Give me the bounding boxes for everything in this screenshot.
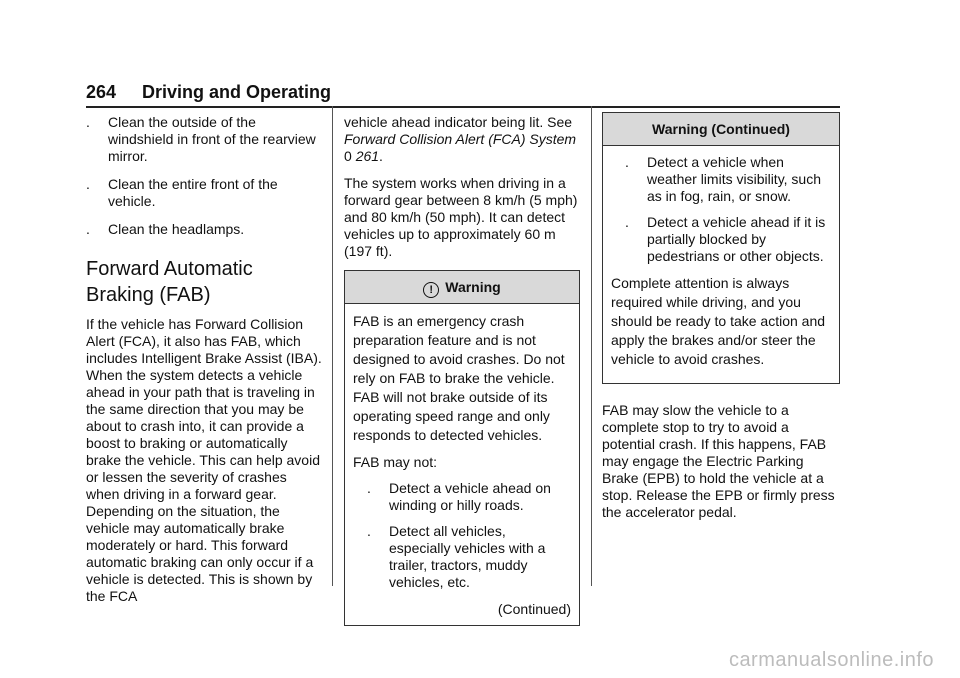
section-heading: Forward Automatic Braking (FAB) <box>86 258 253 306</box>
list-item: . Clean the entire front of the vehicle. <box>86 176 278 209</box>
column-2 <box>344 114 580 638</box>
cross-reference-page[interactable]: 261 <box>355 148 380 164</box>
warning-body: FAB is an emergency crash preparation feature and is not designed to avoid crashes. Do not rely on FAB to brake the vehicle. FAB will not brake outside of its operating speed range and only responds to detected vehicles. FAB may not: . Detect a vehicle ahead on winding or hilly roads. . Detect all vehicles, especially vehicles with a trailer, tractors, muddy vehicles, etc. (Continued) <box>353 313 571 617</box>
list-item: . Detect all vehicles, especially vehicles with a trailer, tractors, muddy vehicles, etc. <box>367 523 546 590</box>
bullet-icon: . <box>625 154 629 170</box>
list-item: . Detect a vehicle ahead if it is partially blocked by pedestrians or other objects. <box>625 214 826 264</box>
section-title: Driving and Operating <box>142 82 332 102</box>
list-item: . Clean the headlamps. <box>86 221 245 237</box>
watermark: carmanualsonline.info <box>728 649 934 671</box>
warning-header: Warning (Continued) <box>603 113 839 146</box>
page-ref-icon: 0 <box>344 148 352 164</box>
body-paragraph: The system works when driving in a forward gear between 8 km/h (5 mph) and 80 km/h (50 mph). It can detect vehicles up to approximately 60 m (197 ft). <box>344 175 578 259</box>
warning-box-continued <box>602 112 840 384</box>
warning-header: ! Warning <box>345 271 579 304</box>
bullet-icon: . <box>625 214 629 230</box>
column-divider-2 <box>591 106 592 586</box>
list-item: . Detect a vehicle when weather limits visibility, such as in fog, rain, or snow. <box>625 154 822 204</box>
bullet-icon: . <box>367 523 371 539</box>
list-item: . Detect a vehicle ahead on winding or hilly roads. <box>367 480 551 513</box>
bullet-icon: . <box>86 221 90 237</box>
body-paragraph: FAB may slow the vehicle to a complete stop to try to avoid a potential crash. If this happens, FAB may engage the Electric Parking Brake (EPB) to hold the vehicle at a stop. Release the EPB or firmly press the accelerator pedal. <box>602 402 835 520</box>
column-1 <box>86 114 322 615</box>
page-number: 264 <box>86 82 117 102</box>
column-divider-1 <box>332 106 333 586</box>
continued-label: (Continued) <box>497 601 571 617</box>
body-paragraph: vehicle ahead indicator being lit. See Forward Collision Alert (FCA) System 0 261. <box>344 114 577 164</box>
header-rule <box>86 106 840 108</box>
warning-icon: ! <box>423 282 439 298</box>
list-item: . Clean the outside of the windshield in front of the rearview mirror. <box>86 114 316 164</box>
body-paragraph: If the vehicle has Forward Collision Alert (FCA), it also has FAB, which includes Intelligent Brake Assist (IBA). When the system detects a vehicle ahead in your path that is traveling in the same direction that you may be about to crash into, it can provide a boost to braking or automatically brake the vehicle. This can help avoid or lessen the severity of crashes when driving in a forward gear. Depending on the situation, the vehicle may automatically brake moderately or hard. This forward automatic braking can only occur if a vehicle is detected. This is shown by the FCA <box>86 316 322 604</box>
bullet-icon: . <box>86 114 90 130</box>
column-3 <box>602 114 840 531</box>
cross-reference-link[interactable]: Forward Collision Alert (FCA) System <box>344 131 577 147</box>
bullet-icon: . <box>86 176 90 192</box>
warning-box <box>344 270 580 626</box>
warning-body: . Detect a vehicle when weather limits visibility, such as in fog, rain, or snow. . Detect a vehicle ahead if it is partially blocked by pedestrians or other objects. Complete attention is always required while driving, and you should be ready to take action and apply the brakes and/or steer the vehicle to avoid crashes. <box>603 146 839 383</box>
bullet-icon: . <box>367 480 371 496</box>
